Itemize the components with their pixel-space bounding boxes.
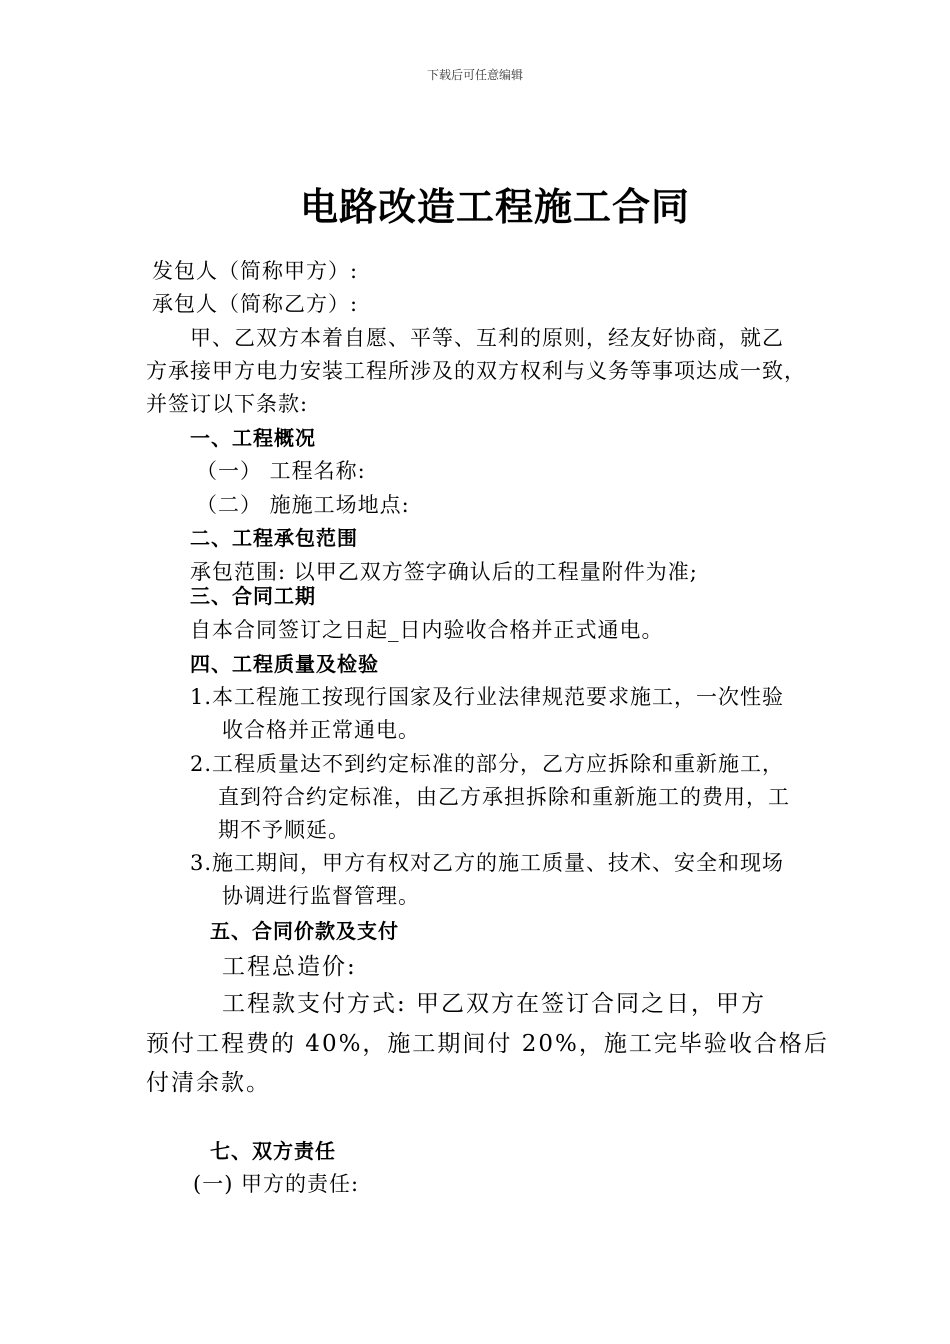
section-5-total-price: 工程总造价: xyxy=(222,954,357,980)
section-7-heading: 七、双方责任 xyxy=(210,1139,336,1163)
section-2-text: 承包范围: 以甲乙双方签字确认后的工程量附件为准; xyxy=(190,560,698,584)
intro-line-1: 甲、乙双方本着自愿、平等、互利的原则，经友好协商，就乙 xyxy=(190,326,784,350)
section-1-item-1: （一） 工程名称: xyxy=(196,459,366,483)
section-5-payment-line-1: 工程款支付方式: 甲乙双方在签订合同之日，甲方 xyxy=(222,991,767,1017)
section-1-heading: 一、工程概况 xyxy=(190,426,316,450)
section-4-item-2-line-3: 期不予顺延。 xyxy=(218,818,350,842)
intro-line-3: 并签订以下条款: xyxy=(146,392,309,416)
section-2-heading: 二、工程承包范围 xyxy=(190,526,358,550)
section-4-item-3-line-1: 3.施工期间，甲方有权对乙方的施工质量、技术、安全和现场 xyxy=(190,851,785,875)
section-4-item-1-line-2: 收合格并正常通电。 xyxy=(222,718,420,742)
party-b-line: 承包人（简称乙方）: xyxy=(152,292,359,316)
document-title: 电路改造工程施工合同 xyxy=(299,185,690,229)
page-header: 下载后可任意编辑 xyxy=(426,68,523,82)
section-3-text: 自本合同签订之日起_日内验收合格并正式通电。 xyxy=(190,618,664,642)
section-4-item-1-line-1: 1.本工程施工按现行国家及行业法律规范要求施工，一次性验 xyxy=(190,685,785,709)
section-4-heading: 四、工程质量及检验 xyxy=(190,652,379,676)
section-1-item-2: （二） 施施工场地点: xyxy=(196,493,410,517)
section-4-item-2-line-2: 直到符合约定标准，由乙方承担拆除和重新施工的费用，工 xyxy=(218,785,790,809)
section-4-item-2-line-1: 2.工程质量达不到约定标准的部分，乙方应拆除和重新施工， xyxy=(190,752,785,776)
section-5-payment-line-2: 预付工程费的 40%，施工期间付 20%，施工完毕验收合格后 xyxy=(146,1031,829,1057)
section-5-payment-line-3: 付清余款。 xyxy=(146,1070,271,1096)
section-5-heading: 五、合同价款及支付 xyxy=(210,919,399,943)
section-7-item-1: (一) 甲方的责任: xyxy=(193,1172,360,1196)
party-a-line: 发包人（简称甲方）: xyxy=(152,259,359,283)
intro-line-2: 方承接甲方电力安装工程所涉及的双方权利与义务等事项达成一致， xyxy=(146,359,806,383)
section-4-item-3-line-2: 协调进行监督管理。 xyxy=(222,884,420,908)
section-3-heading: 三、合同工期 xyxy=(190,584,316,608)
